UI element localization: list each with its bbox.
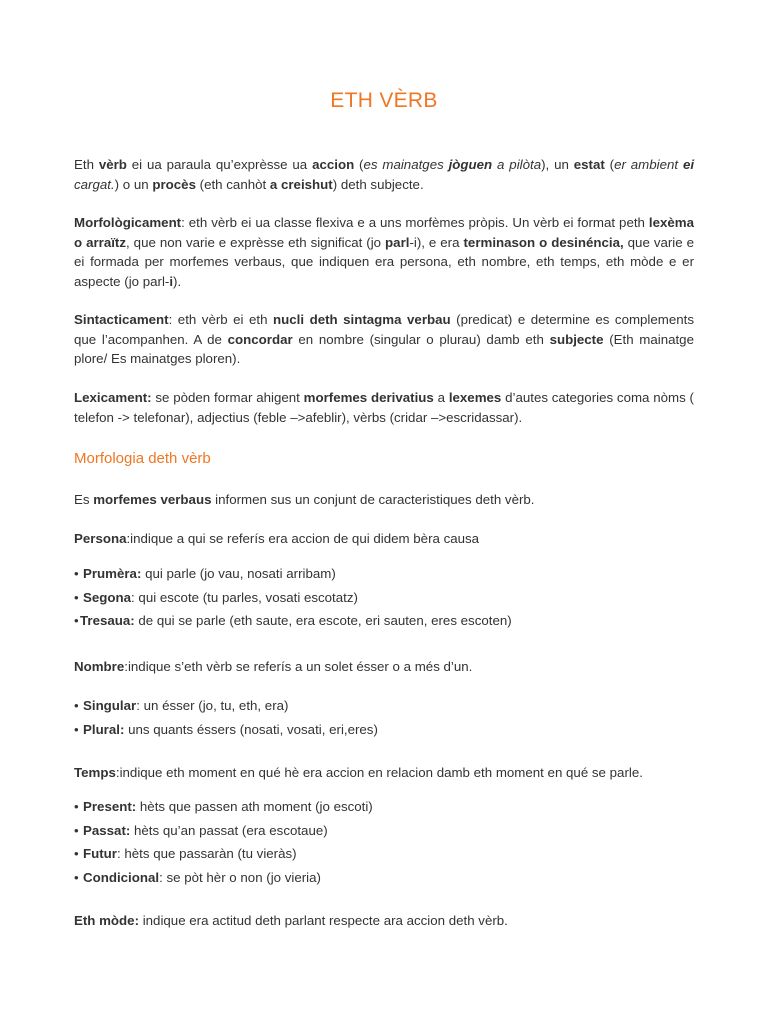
list-item: • Segona: qui escote (tu parles, vosati escotatz) (74, 588, 512, 612)
bullet-icon: • (74, 698, 79, 713)
syntax-paragraph: Sintacticament: eth vèrb ei eth nucli deth sintagma verbau (predicat) e determine es complements que l’acompanhen. A de concordar en nombre (singular o plurau) damb eth subjecte (Eth mainatge plore/ Es mainatges ploren). (74, 312, 694, 366)
persona-list (74, 564, 512, 635)
list-item: • Passat: hèts qu’an passat (era escotaue) (74, 821, 373, 845)
bullet-icon: • (74, 589, 79, 605)
section-heading: Morfologia deth vèrb (74, 450, 211, 467)
nombre-definition: Nombre:indique s’eth vèrb se referís a un solet ésser o a més d’un. (74, 659, 473, 674)
mode-definition: Eth mòde: indique era actitud deth parlant respecte ara accion deth vèrb. (74, 913, 508, 928)
bullet-icon: • (74, 822, 79, 838)
list-item: • Condicional: se pòt hèr o non (jo vieria) (74, 868, 373, 892)
morphology-paragraph: Morfològicament: eth vèrb ei ua classe flexiva e a uns morfèmes pròpis. Un vèrb ei format peth lexèma o arraïtz, que non varie e exprèsse eth significat (jo parl-i), e era terminason o desinéncia, que varie e ei formada per morfemes verbaus, que indiquen era persona, eth nombre, eth temps, eth mòde e er aspecte (jo parl-i). (74, 215, 695, 289)
temps-list (74, 797, 373, 891)
bullet-icon: • (74, 799, 79, 814)
bullet-icon: • (74, 566, 79, 581)
bullet-icon: • (74, 613, 79, 628)
verbal-morphemes-paragraph: Es morfemes verbaus informen sus un conjunt de caracteristiques deth vèrb. (74, 492, 535, 507)
temps-definition: Temps:indique eth moment en qué hè era accion en relacion damb eth moment en qué se parle. (74, 765, 643, 780)
list-item: • Present: hèts que passen ath moment (jo escoti) (74, 797, 373, 821)
list-item: • Plural: uns quants éssers (nosati, vosati, eri,eres) (74, 720, 378, 744)
intro-paragraph: Eth vèrb ei ua paraula qu’exprèsse ua accion (es mainatges jòguen a pilòta), un estat (er ambient ei cargat.) o un procès (eth canhòt a creishut) deth subjecte. (74, 157, 695, 192)
bullet-icon: • (74, 869, 79, 885)
persona-definition: Persona:indique a qui se referís era accion de qui didem bèra causa (74, 531, 480, 546)
nombre-list (74, 696, 378, 743)
bullet-icon: • (74, 846, 79, 861)
lexicon-paragraph: Lexicament: se pòden formar ahigent morfemes derivatius a lexemes d’autes categories coma nòms ( telefon -> telefonar), adjectius (feble –>afeblir), vèrbs (cridar –>escridassar). (74, 390, 694, 425)
list-item: • Prumèra: qui parle (jo vau, nosati arribam) (74, 564, 512, 588)
page-title: ETH VÈRB (330, 89, 438, 112)
list-item: • Futur: hèts que passaràn (tu vieràs) (74, 844, 373, 868)
list-item: •Tresaua: de qui se parle (eth saute, era escote, eri sauten, eres escoten) (74, 611, 512, 635)
list-item: • Singular: un ésser (jo, tu, eth, era) (74, 696, 378, 720)
bullet-icon: • (74, 721, 79, 737)
